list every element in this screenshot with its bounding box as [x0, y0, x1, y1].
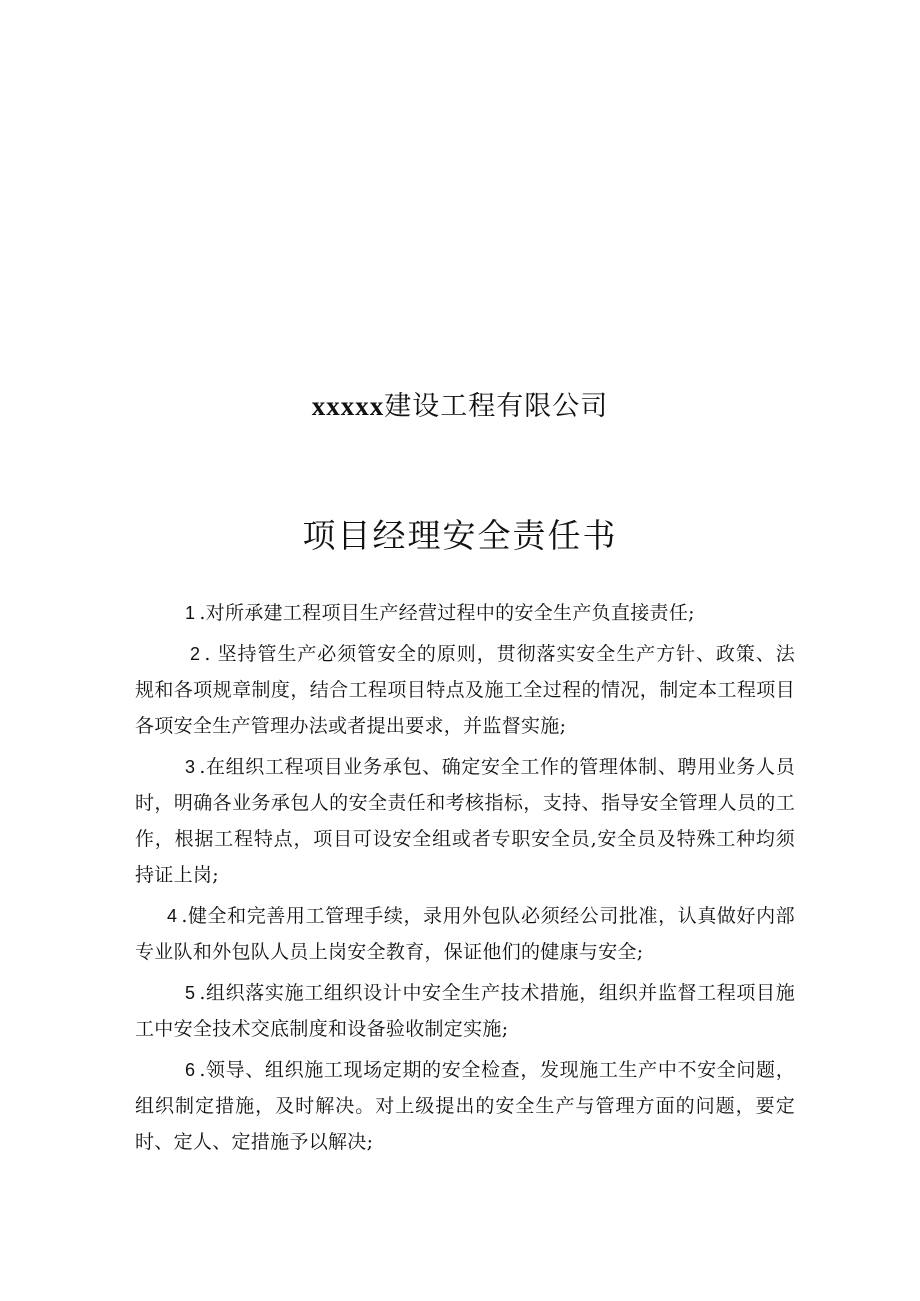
- clause-text: .在组织工程项目业务承包、确定安全工作的管理体制、聘用业务人员时，明确各业务承包人的安全责任和考核指标，支持、指导安全管理人员的工作，根据工程特点，项目可设安全组或者专职安全员,安全员及特殊工种均须持证上岗;: [135, 756, 795, 886]
- clause-text: . 坚持管生产必须管安全的原则，贯彻落实安全生产方针、政策、法规和各项规章制度，结合工程项目特点及施工全过程的情况，制定本工程项目各项安全生产管理办法或者提出要求，并监督实施;: [135, 643, 795, 737]
- company-name: [0, 386, 920, 427]
- clause-number: 6: [185, 1060, 196, 1080]
- clause-text: .组织落实施工组织设计中安全生产技术措施，组织并监督工程项目施工中安全技术交底制度和设备验收制定实施;: [135, 982, 795, 1040]
- document-body: [135, 595, 795, 1165]
- clause-4: [135, 898, 795, 970]
- company-name-prefix: xxxxx: [311, 391, 385, 421]
- company-name-suffix: 建设工程有限公司: [384, 391, 609, 422]
- clause-3: [135, 749, 795, 893]
- clause-2: [135, 636, 795, 744]
- clause-text: .领导、组织施工现场定期的安全检查，发现施工生产中不安全问题，组织制定措施，及时解决。对上级提出的安全生产与管理方面的问题，要定时、定人、定措施予以解决;: [135, 1059, 795, 1153]
- clause-1: [135, 595, 795, 631]
- clause-5: [135, 975, 795, 1047]
- clause-6: [135, 1052, 795, 1160]
- clause-number: 3: [185, 757, 196, 777]
- clause-text: .对所承建工程项目生产经营过程中的安全生产负直接责任;: [199, 602, 695, 624]
- document-title: 项目经理安全责任书: [302, 516, 618, 555]
- clause-number: 5: [185, 983, 196, 1003]
- clause-number: 2: [190, 644, 201, 664]
- clause-number: 1: [185, 603, 196, 623]
- clause-number: 4: [167, 906, 178, 926]
- clause-text: .健全和完善用工管理手续，录用外包队必须经公司批准，认真做好内部专业队和外包队人员上岗安全教育，保证他们的健康与安全;: [135, 905, 795, 963]
